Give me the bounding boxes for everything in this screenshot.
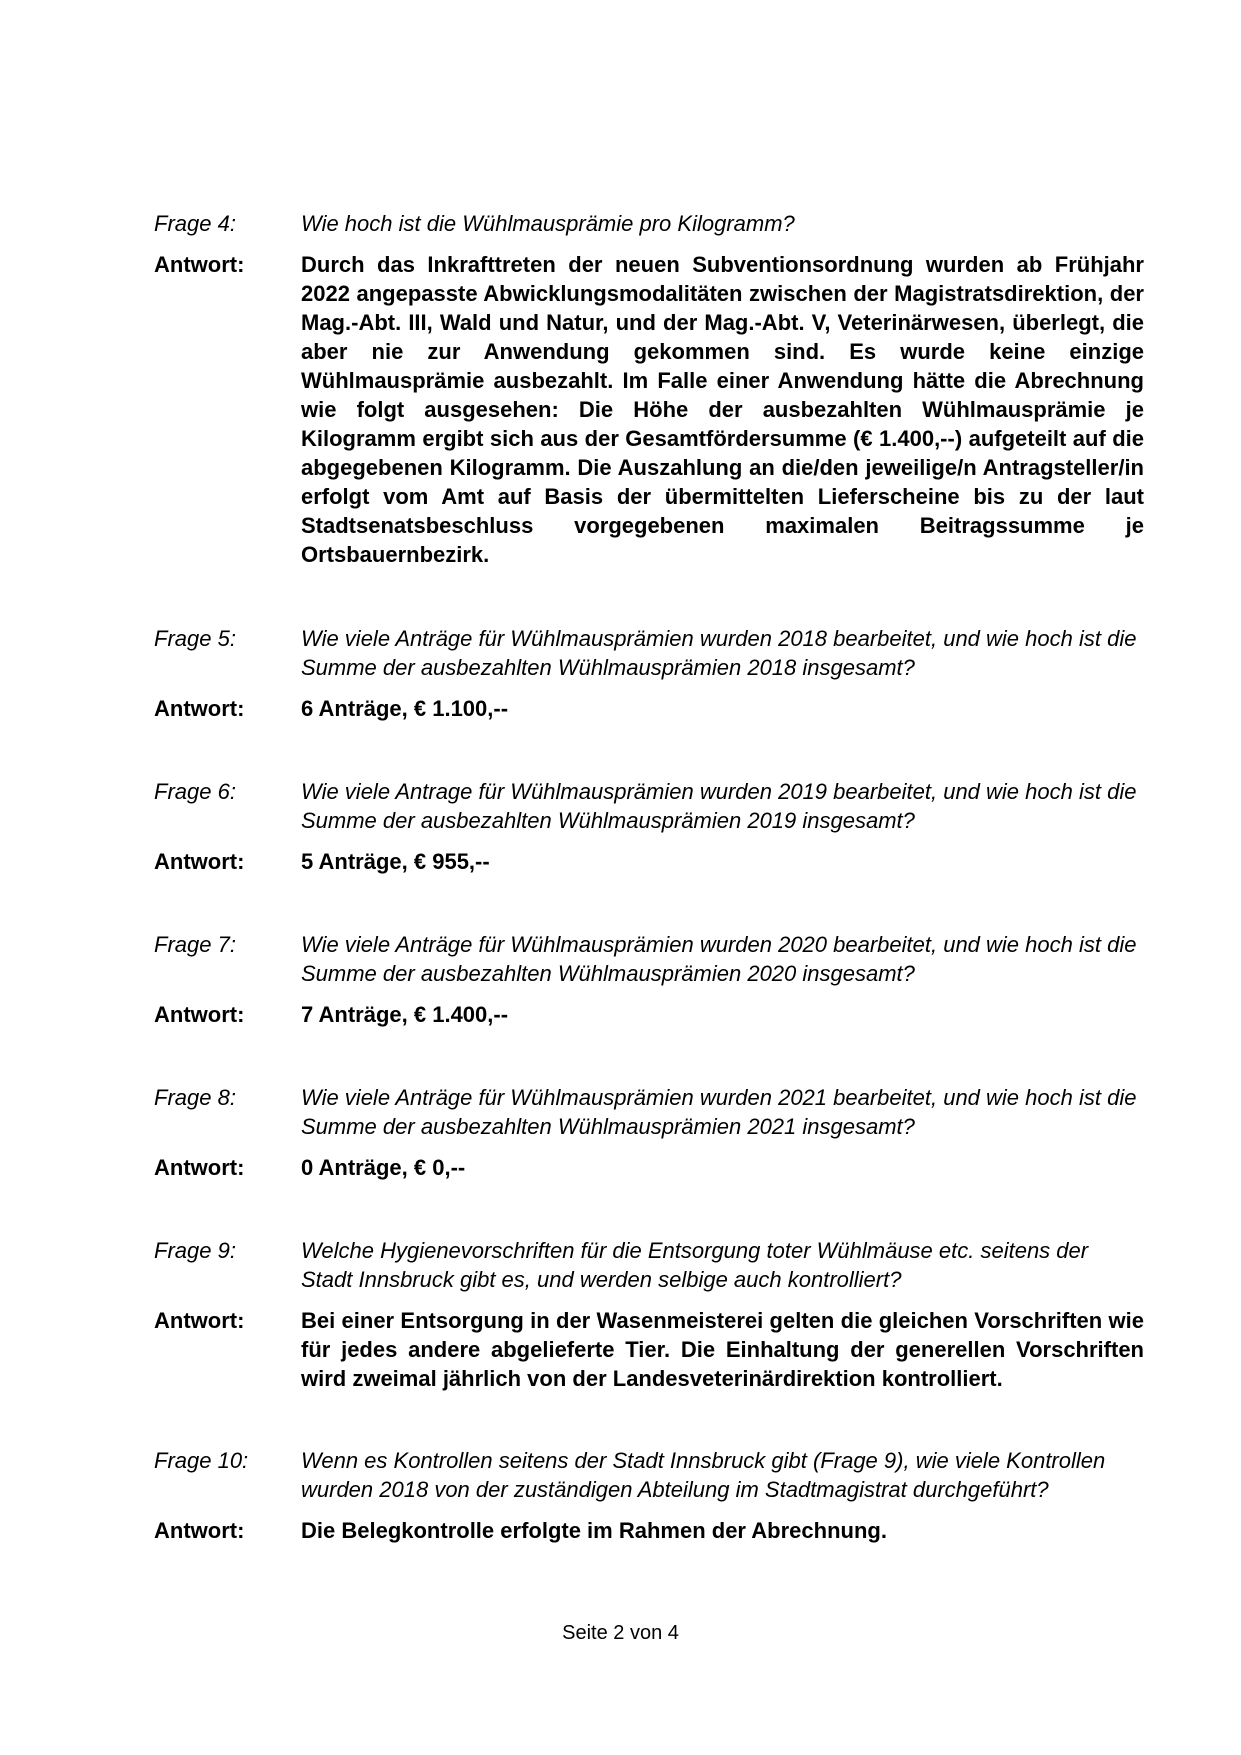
answer-label: Antwort: [154,849,245,874]
question-row [154,1083,1144,1141]
question-label: Frage 8: [154,1085,236,1110]
answer-text: Die Belegkontrolle erfolgte im Rahmen der Abrechnung. [301,1518,887,1543]
answer-label: Antwort: [154,1002,245,1027]
qa-block-frage-4 [154,209,1144,569]
answer-label: Antwort: [154,1308,245,1333]
qa-block-frage-7 [154,930,1144,1029]
question-text: Welche Hygienevorschriften für die Entsorgung toter Wühlmäuse etc. seitens der Stadt Innsbruck gibt es, und werden selbige auch kontrolliert? [301,1238,1089,1292]
question-row [154,930,1144,988]
question-row [154,624,1144,682]
qa-block-frage-6 [154,777,1144,876]
question-text: Wie viele Antrage für Wühlmausprämien wurden 2019 bearbeitet, und wie hoch ist die Summe der ausbezahlten Wühlmausprämien 2019 insgesamt? [301,779,1137,833]
answer-row [154,1516,1144,1545]
answer-text: Bei einer Entsorgung in der Wasenmeisterei gelten die gleichen Vorschriften wie für jedes andere abgelieferte Tier. Die Einhaltung der generellen Vorschriften wird zweimal jährlich von der Landesveterinärdirektion kontrolliert. [301,1308,1144,1391]
question-row [154,1236,1144,1294]
question-text: Wie hoch ist die Wühlmausprämie pro Kilogramm? [301,211,795,236]
qa-block-frage-5 [154,624,1144,723]
answer-text: 6 Anträge, € 1.100,-- [301,696,509,721]
answer-text: 5 Anträge, € 955,-- [301,849,490,874]
page-number-footer: Seite 2 von 4 [562,1622,679,1644]
qa-block-frage-8 [154,1083,1144,1182]
answer-text: Durch das Inkrafttreten der neuen Subventionsordnung wurden ab Frühjahr 2022 angepasste Abwicklungsmodalitäten zwischen der Magistratsdirektion, der Mag.-Abt. III, Wald und Natur, und der Mag.-Abt. V, Veterinärwesen, überlegt, die aber nie zur Anwendung gekommen sind. Es wurde keine einzige Wühlmausprämie ausbezahlt. Im Falle einer Anwendung hätte die Abrechnung wie folgt ausgesehen: Die Höhe der ausbezahlten Wühlmausprämie je Kilogramm ergibt sich aus der Gesamtfördersumme (€ 1.400,--) aufgeteilt auf die abgegebenen Kilogramm. Die Auszahlung an die/den jeweilige/n Antragsteller/in erfolgt vom Amt auf Basis der übermittelten Lieferscheine bis zu der laut Stadtsenatsbeschluss vorgegebenen maximalen Beitragssumme je Ortsbauernbezirk. [301,252,1144,567]
answer-text: 7 Anträge, € 1.400,-- [301,1002,509,1027]
question-text: Wie viele Anträge für Wühlmausprämien wurden 2020 bearbeitet, und wie hoch ist die Summe der ausbezahlten Wühlmausprämien 2020 insgesamt? [301,932,1137,986]
answer-label: Antwort: [154,1518,245,1543]
qa-block-frage-10 [154,1446,1144,1545]
answer-row [154,1000,1144,1029]
answer-label: Antwort: [154,1155,245,1180]
question-label: Frage 5: [154,626,236,651]
qa-block-frage-9 [154,1236,1144,1393]
question-label: Frage 10: [154,1448,249,1473]
question-text: Wenn es Kontrollen seitens der Stadt Innsbruck gibt (Frage 9), wie viele Kontrollen wurden 2018 von der zuständigen Abteilung im Stadtmagistrat durchgeführt? [301,1448,1106,1502]
answer-row [154,694,1144,723]
answer-row [154,1153,1144,1182]
question-label: Frage 4: [154,211,236,236]
answer-row [154,250,1144,569]
question-row [154,209,1144,238]
answer-label: Antwort: [154,252,245,277]
question-label: Frage 7: [154,932,236,957]
question-row [154,1446,1144,1504]
answer-label: Antwort: [154,696,245,721]
question-text: Wie viele Anträge für Wühlmausprämien wurden 2018 bearbeitet, und wie hoch ist die Summe der ausbezahlten Wühlmausprämien 2018 insgesamt? [301,626,1137,680]
answer-row [154,1306,1144,1393]
question-row [154,777,1144,835]
question-label: Frage 9: [154,1238,236,1263]
answer-row [154,847,1144,876]
answer-text: 0 Anträge, € 0,-- [301,1155,466,1180]
question-text: Wie viele Anträge für Wühlmausprämien wurden 2021 bearbeitet, und wie hoch ist die Summe der ausbezahlten Wühlmausprämien 2021 insgesamt? [301,1085,1137,1139]
question-label: Frage 6: [154,779,236,804]
